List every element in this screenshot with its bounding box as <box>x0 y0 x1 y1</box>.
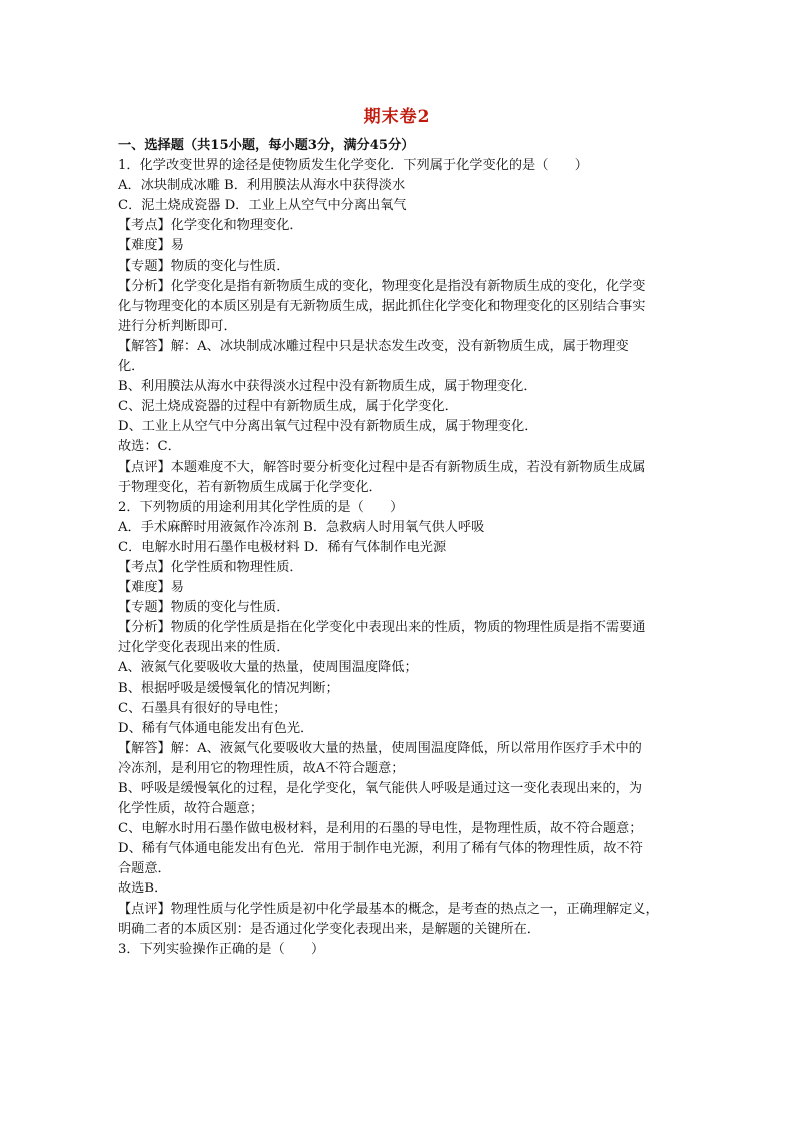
text-line: A．冰块制成冰雕 B．利用膜法从海水中获得淡水 <box>118 178 406 194</box>
text-line: 进行分析判断即可． <box>118 318 237 334</box>
text-line: D、稀有气体通电能发出有色光．常用于制作电光源，利用了稀有气体的物理性质，故不符 <box>118 841 643 857</box>
text-line: C．泥土烧成瓷器 D．工业上从空气中分离出氧气 <box>118 198 407 214</box>
text-line: 过化学变化表现出来的性质． <box>118 640 290 656</box>
text-line: C、泥土烧成瓷器的过程中有新物质生成，属于化学变化． <box>118 399 458 415</box>
text-line: 冷冻剂，是利用它的物理性质，故A不符合题意； <box>118 760 405 776</box>
text-line: A、液氮气化要吸收大量的热量，使周围温度降低； <box>118 660 418 676</box>
text-line: 【难度】易 <box>118 580 184 596</box>
text-line: C、石墨具有很好的导电性； <box>118 700 287 716</box>
text-line: 1．化学改变世界的途径是使物质发生化学变化．下列属于化学变化的是（ ） <box>118 158 588 174</box>
text-line: 明确二者的本质区别：是否通过化学变化表现出来，是解题的关键所在． <box>118 921 540 937</box>
text-line: 【点评】本题难度不大，解答时要分析变化过程中是否有新物质生成，若没有新物质生成属 <box>118 459 646 475</box>
text-line: 于物理变化，若有新物质生成属于化学变化． <box>118 479 382 495</box>
text-line: 【解答】解：A、液氮气化要吸收大量的热量，使周围温度降低，所以常用作医疗手术中的 <box>118 740 642 756</box>
text-line: C、电解水时用石墨作做电极材料，是利用的石墨的导电性，是物理性质，故不符合题意； <box>118 821 643 837</box>
text-line: C．电解水时用石墨作电极材料 D．稀有气体制作电光源 <box>118 539 447 555</box>
text-line: 2．下列物质的用途利用其化学性质的是（ ） <box>118 499 404 515</box>
text-line: B、根据呼吸是缓慢氧化的情况判断； <box>118 680 339 696</box>
document-title: 期末卷2 <box>363 107 431 127</box>
text-line: 【分析】化学变化是指有新物质生成的变化，物理变化是指没有新物质生成的变化，化学变 <box>118 278 646 294</box>
text-line: 【解答】解：A、冰块制成冰雕过程中只是状态发生改变，没有新物质生成，属于物理变 <box>118 338 629 354</box>
text-line: 故选：C． <box>118 439 181 455</box>
text-line: D、稀有气体通电能发出有色光． <box>118 720 314 736</box>
text-line: D、工业上从空气中分离出氧气过程中没有新物质生成，属于物理变化． <box>118 419 538 435</box>
text-line: 【难度】易 <box>118 238 184 254</box>
text-line: 合题意． <box>118 861 171 877</box>
text-line: B、利用膜法从海水中获得淡水过程中没有新物质生成，属于物理变化． <box>118 379 537 395</box>
text-line: 3．下列实验操作正确的是（ ） <box>118 941 325 957</box>
section-heading: 一、选择题（共15小题，每小题3分，满分45分） <box>118 138 415 153</box>
text-line: 【点评】物理性质与化学性质是初中化学最基本的概念，是考查的热点之一，正确理解定义， <box>118 901 659 917</box>
text-line: 故选B． <box>118 881 168 897</box>
text-line: 【专题】物质的变化与性质． <box>118 258 290 274</box>
text-line: 化学性质，故符合题意； <box>118 801 264 817</box>
text-line: A．手术麻醉时用液氮作冷冻剂 B．急救病人时用氧气供人呼吸 <box>118 519 485 535</box>
text-lines <box>118 156 684 960</box>
text-line: 化与物理变化的本质区别是有无新物质生成，据此抓住化学变化和物理变化的区别结合事实 <box>118 298 646 314</box>
text-line: B、呼吸是缓慢氧化的过程，是化学变化，氧气能供人呼吸是通过这一变化表现出来的，为 <box>118 781 642 796</box>
text-line: 化． <box>118 359 145 375</box>
text-line: 【专题】物质的变化与性质． <box>118 600 290 616</box>
text-line: 【考点】化学性质和物理性质． <box>118 559 303 575</box>
text-line: 【考点】化学变化和物理变化． <box>118 218 303 234</box>
text-line: 【分析】物质的化学性质是指在化学变化中表现出来的性质，物质的物理性质是指不需要通 <box>118 620 646 636</box>
document-body <box>118 136 684 960</box>
